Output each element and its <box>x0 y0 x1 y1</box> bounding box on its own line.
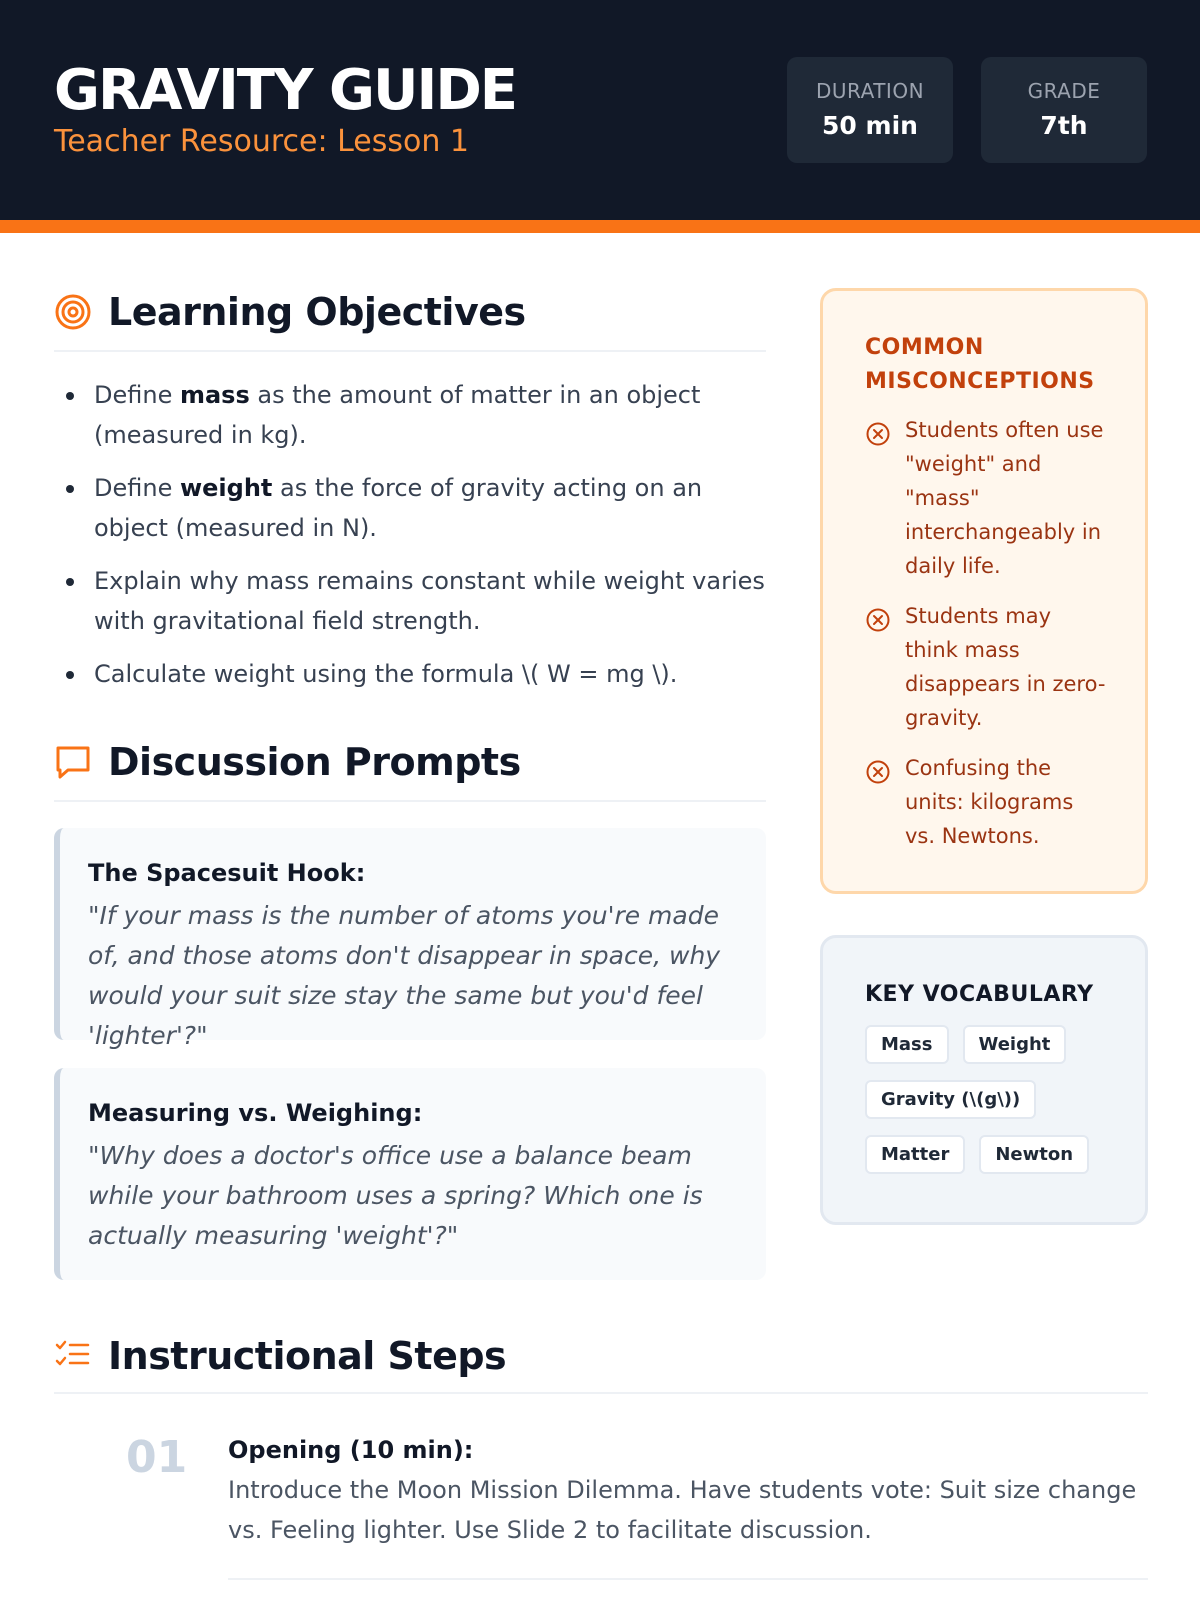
vocab-tag-weight: Weight <box>963 1025 1067 1064</box>
steps-heading <box>54 1334 1148 1394</box>
checklist-icon <box>54 1337 92 1375</box>
misconception-item: Students may think mass disappears in zero-gravity. <box>865 599 1107 735</box>
grade-card <box>981 57 1147 163</box>
target-icon <box>54 293 92 331</box>
header <box>0 0 1200 220</box>
list-item: Define mass as the amount of matter in an object (measured in kg). <box>54 375 770 455</box>
misconception-item: Students often use "weight" and "mass" interchangeably in daily life. <box>865 413 1107 583</box>
page-title: GRAVITY GUIDE <box>54 58 517 123</box>
vocab-tag-newton: Newton <box>979 1135 1089 1174</box>
discussion-title: Discussion Prompts <box>108 740 521 784</box>
divider <box>228 1578 1148 1580</box>
prompt-title: The Spacesuit Hook: <box>88 859 366 887</box>
vocabulary-tags <box>865 1025 1115 1174</box>
vocab-tag-mass: Mass <box>865 1025 949 1064</box>
grade-value: 7th <box>1040 111 1088 140</box>
chat-bubble-icon <box>54 743 92 781</box>
x-circle-icon <box>865 421 891 447</box>
list-item: Calculate weight using the formula \( W = mg \). <box>54 654 770 694</box>
misconception-item: Confusing the units: kilograms vs. Newtons. <box>865 751 1107 853</box>
discussion-prompt-card <box>54 828 766 1050</box>
objectives-title: Learning Objectives <box>108 290 526 334</box>
step-title: Opening (10 min): <box>228 1436 474 1464</box>
duration-value: 50 min <box>822 111 918 140</box>
prompt-title: Measuring vs. Weighing: <box>88 1099 423 1127</box>
misconceptions-title: COMMON MISCONCEPTIONS <box>865 335 1095 394</box>
step-number: 01 <box>126 1432 188 1483</box>
duration-label: DURATION <box>815 79 925 103</box>
prompt-quote: "Why does a doctor's office use a balance beam while your bathroom uses a spring? Which one is actually measuring 'weight'?" <box>88 1141 703 1250</box>
step-description: Introduce the Moon Mission Dilemma. Have students vote: Suit size change vs. Feeling lighter. Use Slide 2 to facilitate discussion. <box>228 1476 1137 1544</box>
x-circle-icon <box>865 607 891 633</box>
duration-card <box>787 57 953 163</box>
discussion-prompt-card <box>54 1068 766 1280</box>
x-circle-icon <box>865 759 891 785</box>
objectives-heading <box>54 290 766 352</box>
prompt-quote: "If your mass is the number of atoms you're made of, and those atoms don't disappear in space, why would your suit size stay the same but you'd feel 'lighter'?" <box>88 901 721 1050</box>
list-item: Define weight as the force of gravity acting on an object (measured in N). <box>54 468 770 548</box>
discussion-heading <box>54 740 766 802</box>
grade-label: GRADE <box>1027 79 1101 103</box>
vocab-tag-matter: Matter <box>865 1135 965 1174</box>
vocabulary-title: KEY VOCABULARY <box>865 982 1094 1007</box>
vocab-tag-gravity: Gravity (\(g\)) <box>865 1080 1036 1119</box>
objectives-list <box>54 375 770 707</box>
vocabulary-card <box>820 935 1148 1225</box>
steps-title: Instructional Steps <box>108 1334 507 1378</box>
list-item: Explain why mass remains constant while weight varies with gravitational field strength. <box>54 561 770 641</box>
page-subtitle: Teacher Resource: Lesson 1 <box>54 124 470 159</box>
header-accent-bar <box>0 220 1200 233</box>
misconceptions-card <box>820 288 1148 894</box>
